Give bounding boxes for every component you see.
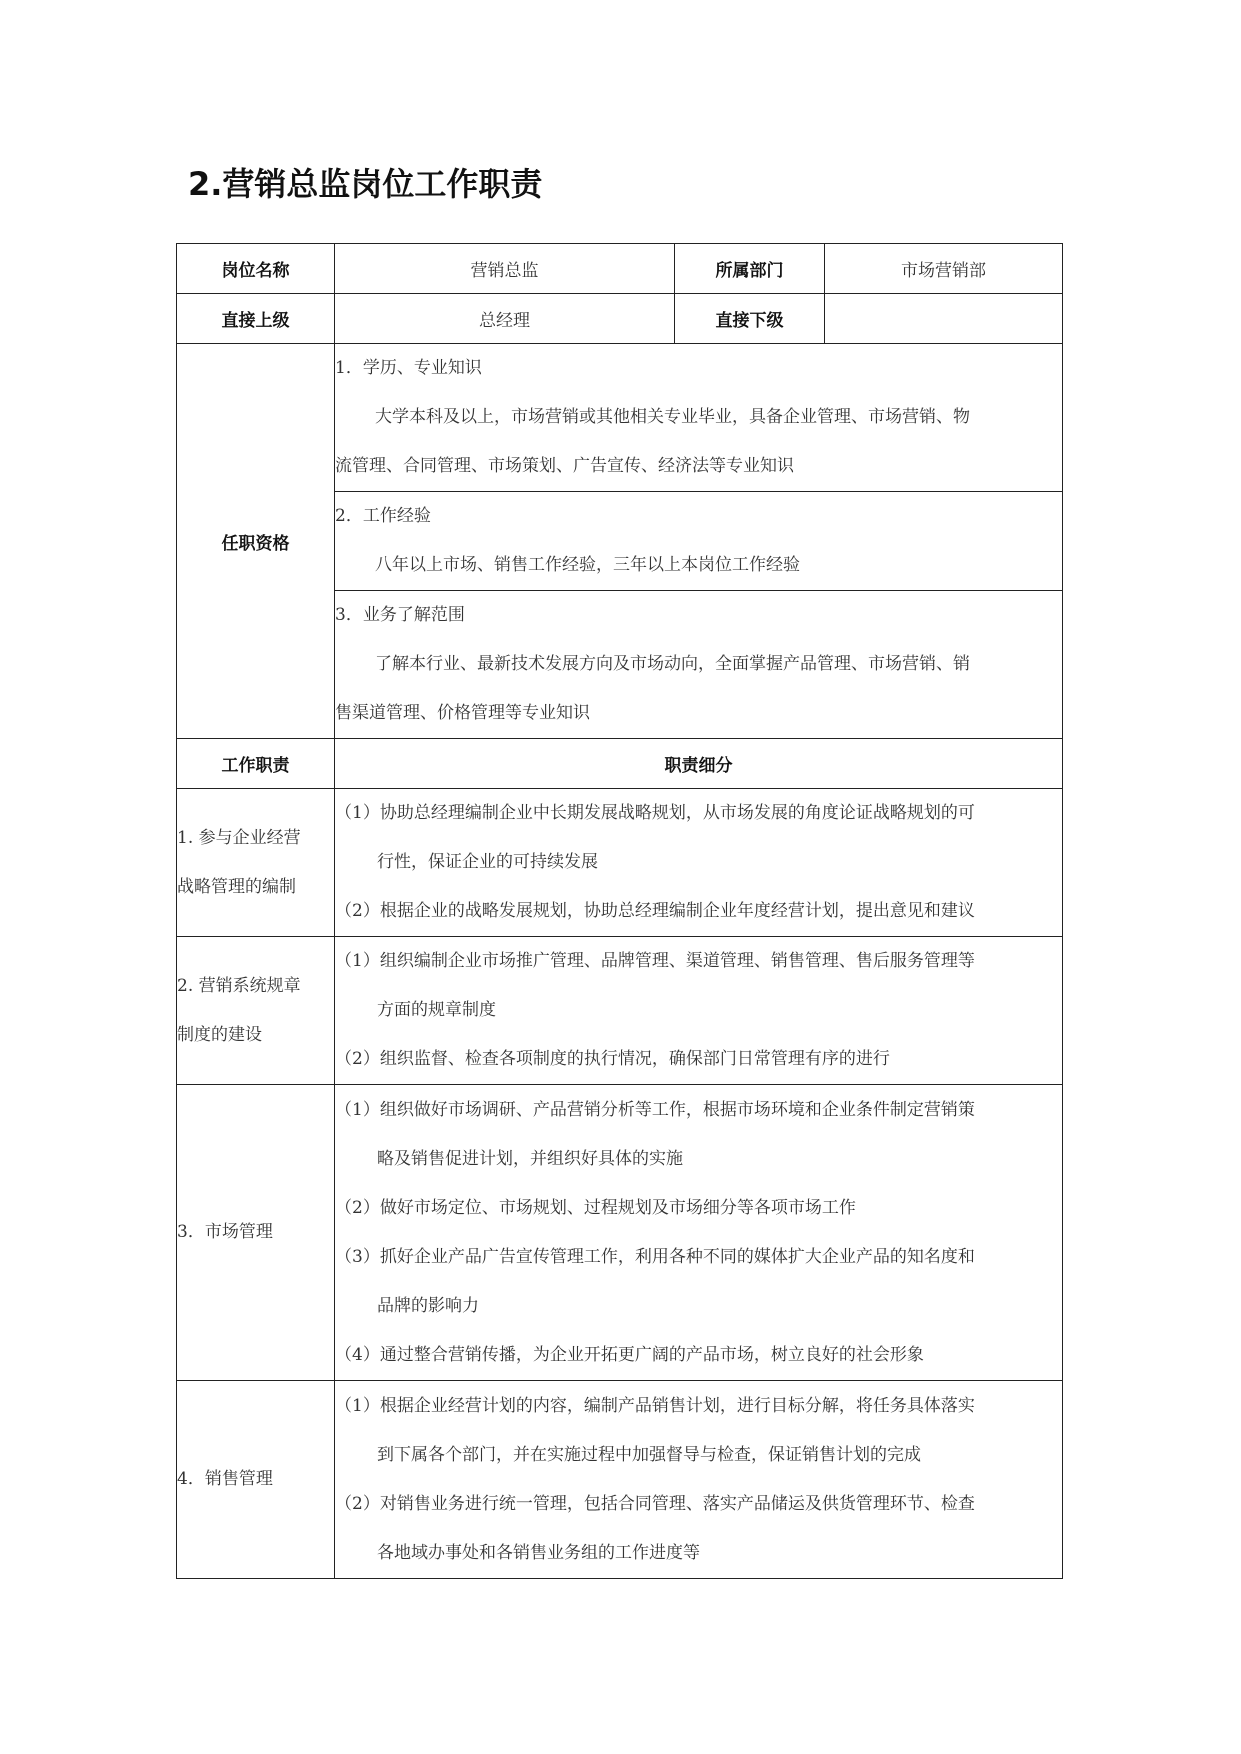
duty-row [177,1381,1063,1579]
duty-item: （1）根据企业经营计划的内容，编制产品销售计划，进行目标分解，将任务具体落实 [335,1395,975,1416]
superior-value: 总经理 [335,294,675,344]
position-row [177,244,1063,294]
duty-name [177,937,335,1085]
duty-name-line: 3．市场管理 [177,1222,273,1242]
qualification-text: 售渠道管理、价格管理等专业知识 [335,703,590,723]
qualification-text: 大学本科及以上，市场营销或其他相关专业毕业，具备企业管理、市场营销、物 [375,407,970,427]
job-description-table [176,243,1063,1579]
qualification-section [335,591,1063,739]
qualification-heading: 2．工作经验 [335,506,431,526]
duty-item: （4）通过整合营销传播，为企业开拓更广阔的产品市场，树立良好的社会形象 [335,1344,924,1365]
duty-details [335,789,1063,937]
detail-column-header: 职责细分 [335,739,1063,789]
duty-item: （1）组织编制企业市场推广管理、品牌管理、渠道管理、销售管理、售后服务管理等 [335,951,975,971]
page-title: 2.营销总监岗位工作职责 [188,165,543,203]
qualification-section [335,344,1063,492]
duty-row [177,937,1063,1085]
duty-item: （1）组织做好市场调研、产品营销分析等工作，根据市场环境和企业条件制定营销策 [335,1099,975,1120]
duty-item-continuation: 各地域办事处和各销售业务组的工作进度等 [377,1542,700,1563]
qualification-label: 任职资格 [177,344,335,739]
duty-item: （2）组织监督、检查各项制度的执行情况，确保部门日常管理有序的进行 [335,1049,890,1069]
duty-item: （2）对销售业务进行统一管理，包括合同管理、落实产品储运及供货管理环节、检查 [335,1493,975,1514]
qualification-text: 了解本行业、最新技术发展方向及市场动向，全面掌握产品管理、市场营销、销 [375,654,970,674]
department-value: 市场营销部 [825,244,1063,294]
duty-item-continuation: 到下属各个部门，并在实施过程中加强督导与检查，保证销售计划的完成 [377,1444,921,1465]
duty-item: （3）抓好企业产品广告宣传管理工作，利用各种不同的媒体扩大企业产品的知名度和 [335,1246,975,1267]
duty-name-line: 4．销售管理 [177,1469,273,1489]
duty-row [177,1085,1063,1381]
duty-item-continuation: 品牌的影响力 [377,1295,479,1316]
duty-item-continuation: 方面的规章制度 [377,1000,496,1020]
duty-details [335,1085,1063,1381]
duty-name [177,1381,335,1579]
duty-item-continuation: 略及销售促进计划，并组织好具体的实施 [377,1148,683,1169]
duty-details [335,937,1063,1085]
duty-name-line: 制度的建设 [177,1024,262,1045]
duty-item-continuation: 行性，保证企业的可持续发展 [377,852,598,872]
department-label: 所属部门 [675,244,825,294]
qualification-section [335,492,1063,591]
qualification-heading: 1．学历、专业知识 [335,358,482,378]
qualification-heading: 3．业务了解范围 [335,605,465,625]
qualification-text: 流管理、合同管理、市场策划、广告宣传、经济法等专业知识 [335,456,794,476]
duty-name-line: 战略管理的编制 [177,876,296,897]
position-label: 岗位名称 [177,244,335,294]
position-value: 营销总监 [335,244,675,294]
duty-item: （1）协助总经理编制企业中长期发展战略规划，从市场发展的角度论证战略规划的可 [335,803,975,823]
subordinate-label: 直接下级 [675,294,825,344]
subordinate-value [825,294,1063,344]
duty-name-line: 1. 参与企业经营 [177,827,301,848]
duty-item: （2）做好市场定位、市场规划、过程规划及市场细分等各项市场工作 [335,1197,856,1218]
duty-name [177,1085,335,1381]
reporting-row [177,294,1063,344]
duty-row [177,789,1063,937]
superior-label: 直接上级 [177,294,335,344]
duty-details [335,1381,1063,1579]
duty-name-line: 2. 营销系统规章 [177,975,301,996]
duty-name [177,789,335,937]
duties-header-row [177,739,1063,789]
qualification-row [177,344,1063,492]
duty-column-header: 工作职责 [177,739,335,789]
qualification-text: 八年以上市场、销售工作经验，三年以上本岗位工作经验 [375,555,800,575]
duty-item: （2）根据企业的战略发展规划，协助总经理编制企业年度经营计划，提出意见和建议 [335,901,975,921]
